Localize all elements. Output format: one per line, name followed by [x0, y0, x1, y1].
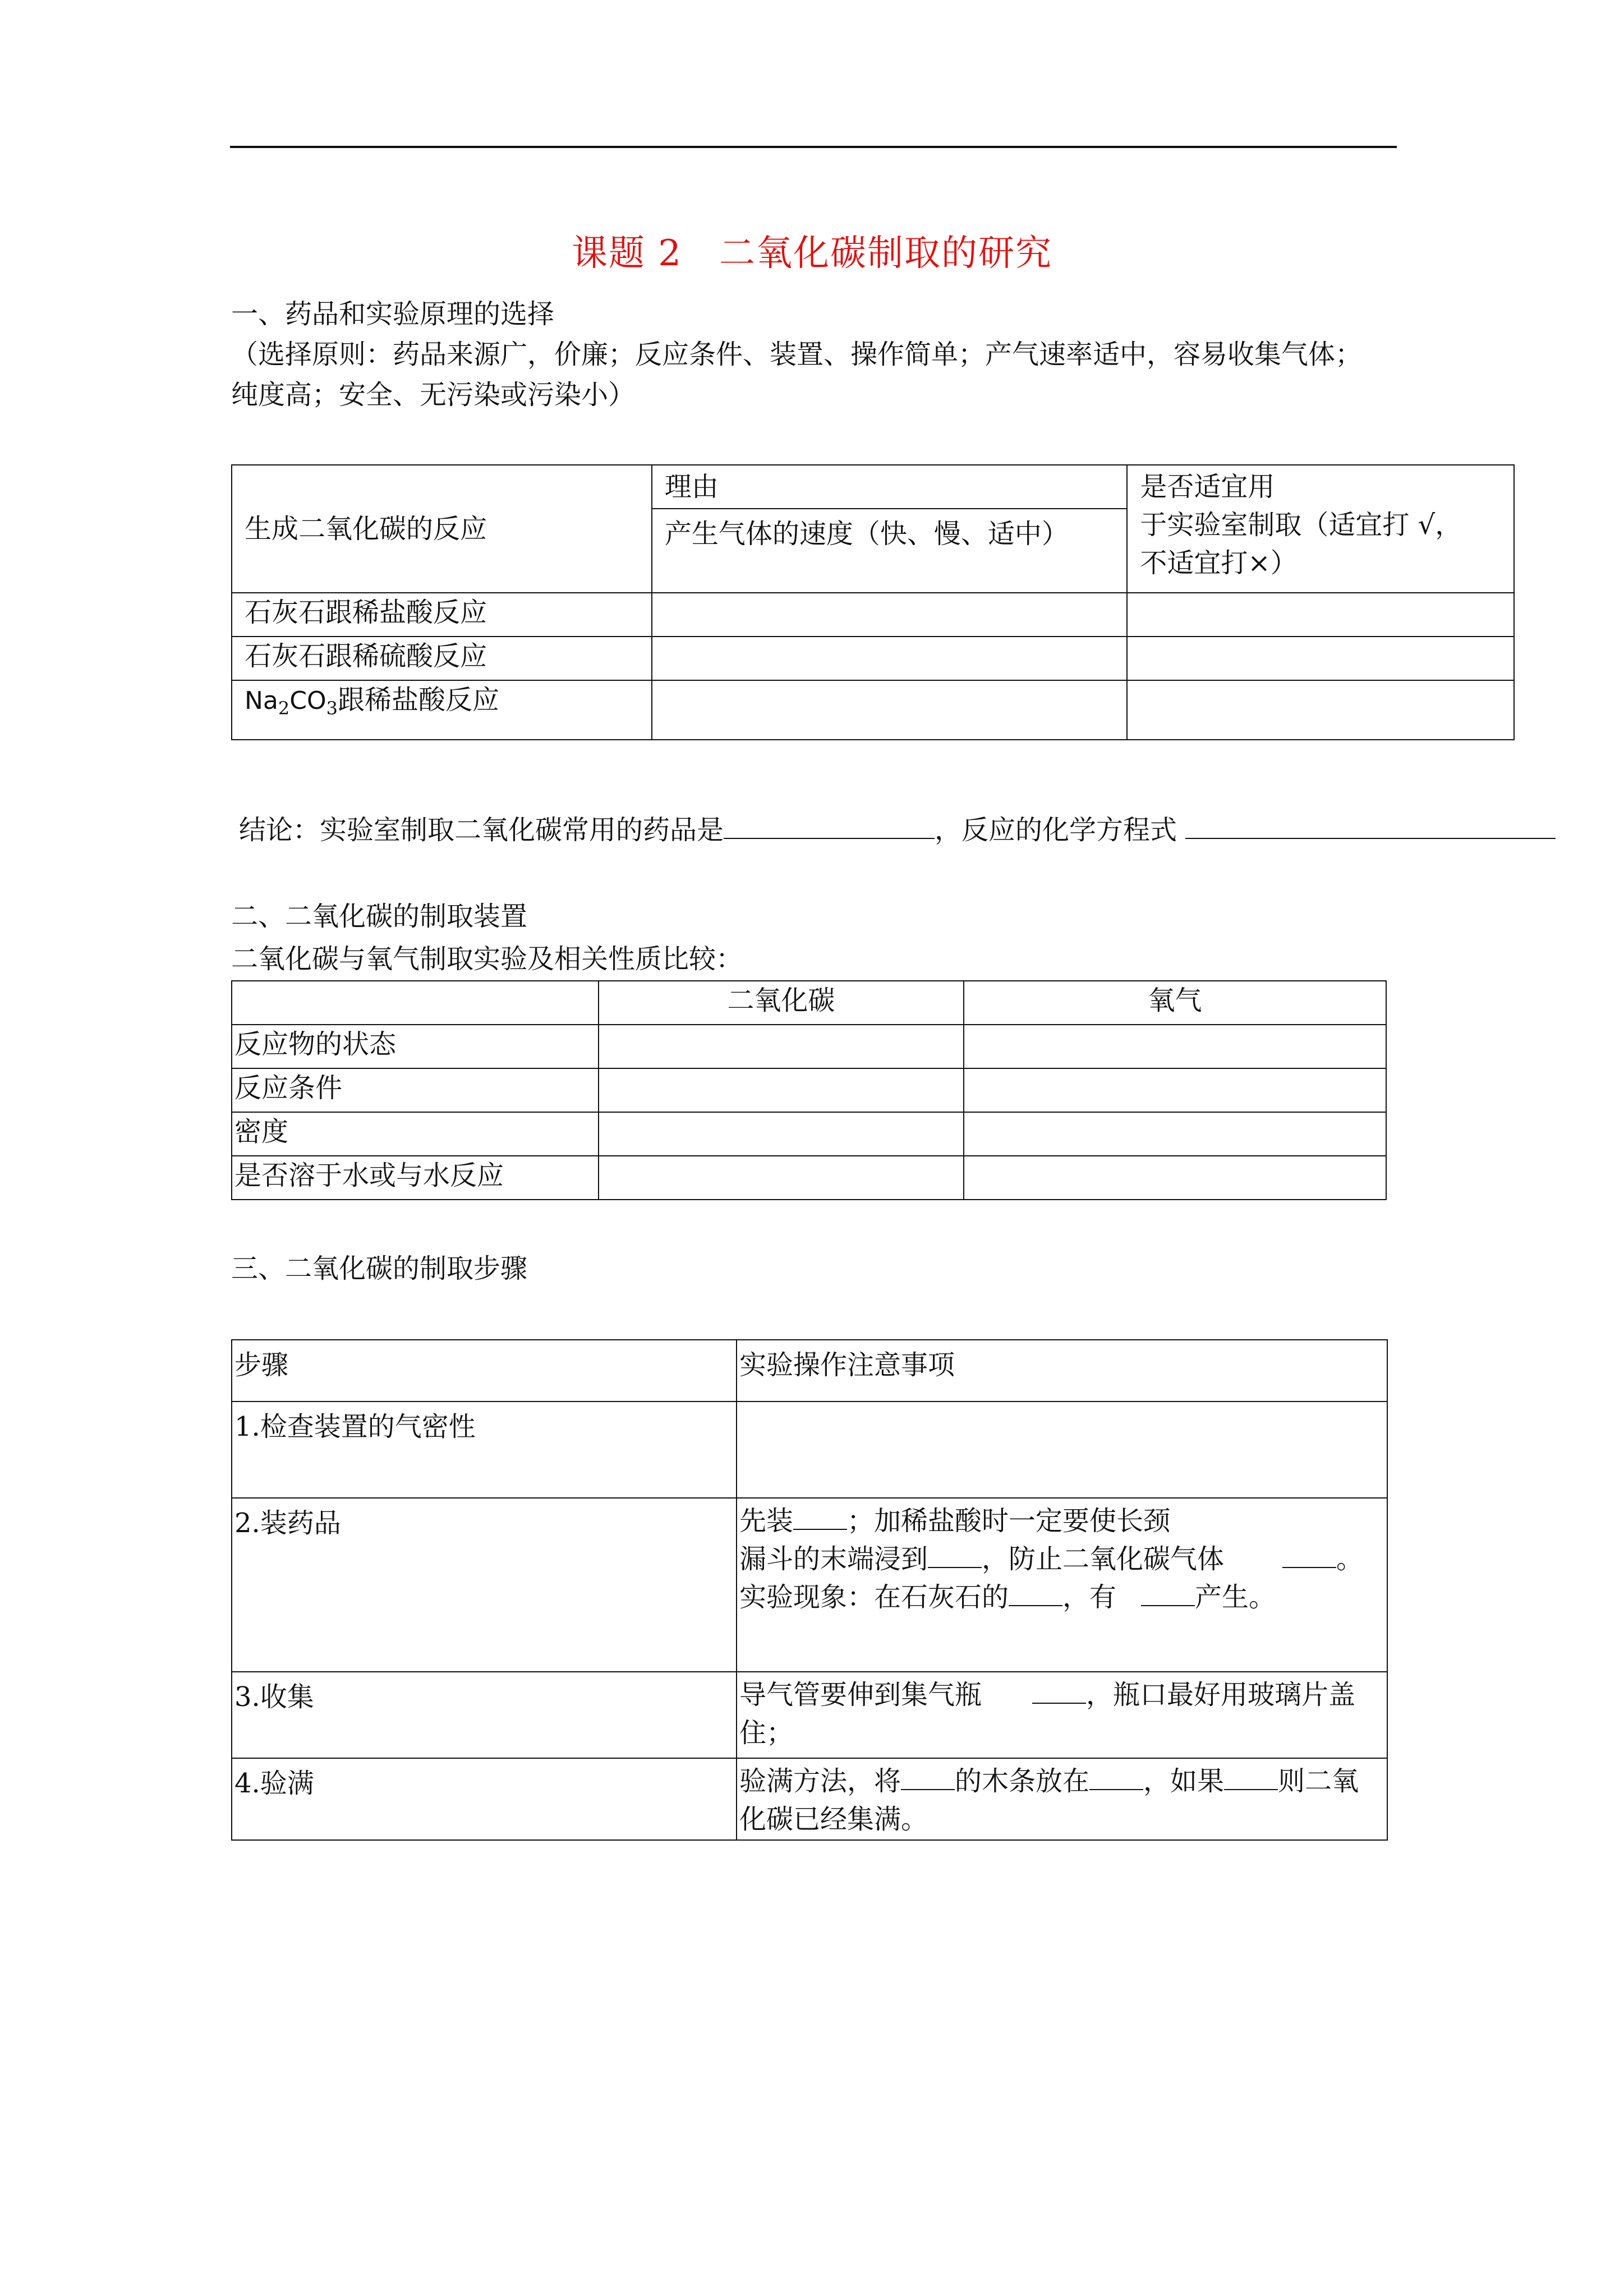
notes-load-reagents: 先装 ；加稀盐酸时一定要使长颈 漏斗的末端浸到 ，防止二氧化碳气体 。 实验现象：在石灰石的 ，有 产生。 [737, 1498, 1387, 1672]
col-reason-header: 理由 [652, 465, 1128, 509]
cell-blank [1127, 637, 1514, 680]
co2-o2-comparison-table [231, 980, 1387, 1200]
fill-blank[interactable] [1141, 1578, 1195, 1606]
fill-blank[interactable] [1009, 1578, 1062, 1606]
equation-blank[interactable] [1185, 811, 1556, 839]
row-reaction-condition: 反应条件 [232, 1068, 599, 1112]
header-notes: 实验操作注意事项 [737, 1340, 1387, 1401]
principle-line1: （选择原则：药品来源广，价廉；反应条件、装置、操作简单；产气速率适中，容易收集气体； [231, 339, 1363, 370]
fill-blank[interactable] [1089, 1762, 1143, 1790]
cell-blank [964, 1025, 1386, 1068]
fill-blank[interactable] [1032, 1676, 1086, 1704]
cell-blank [652, 637, 1128, 680]
col-reaction-header: 生成二氧化碳的反应 [232, 465, 652, 593]
step-check-full: 4.验满 [232, 1758, 737, 1840]
section1-heading: 一、药品和实验原理的选择 [231, 298, 555, 330]
col-suitable-header: 是否适宜用 于实验室制取（适宜打 √， 不适宜打×） [1127, 465, 1514, 593]
header-blank [232, 981, 599, 1025]
fill-blank[interactable] [1224, 1762, 1278, 1790]
col-speed-header: 产生气体的速度（快、慢、适中） [652, 509, 1128, 593]
fill-blank[interactable] [793, 1502, 847, 1530]
cell-blank [1127, 680, 1514, 740]
header-o2: 氧气 [964, 981, 1386, 1025]
section2-heading: 二、二氧化碳的制取装置 [231, 901, 528, 932]
cell-blank [964, 1156, 1386, 1200]
cell-blank [599, 1025, 964, 1068]
header-co2: 二氧化碳 [599, 981, 964, 1025]
fill-blank[interactable] [901, 1762, 955, 1790]
reaction-selection-table [231, 464, 1515, 740]
step-collect: 3.收集 [232, 1672, 737, 1758]
step-airtightness: 1.检查装置的气密性 [232, 1401, 737, 1498]
section3-heading: 三、二氧化碳的制取步骤 [231, 1253, 528, 1284]
cell-blank [599, 1068, 964, 1112]
header-step: 步骤 [232, 1340, 737, 1401]
drug-blank[interactable] [724, 811, 935, 839]
fill-blank[interactable] [1282, 1540, 1336, 1568]
row-limestone-hcl: 石灰石跟稀盐酸反应 [232, 593, 652, 637]
notes-collect: 导气管要伸到集气瓶 ，瓶口最好用玻璃片盖 住； [737, 1672, 1387, 1758]
cell-blank [1127, 593, 1514, 637]
cell-blank [964, 1068, 1386, 1112]
row-reactant-state: 反应物的状态 [232, 1025, 599, 1068]
cell-blank [964, 1112, 1386, 1156]
notes-check-full: 验满方法，将 的木条放在 ，如果 则二氧 化碳已经集满。 [737, 1758, 1387, 1840]
cell-blank [652, 593, 1128, 637]
page-title: 课题 2 二氧化碳制取的研究 [571, 233, 1053, 274]
section2-subheading: 二氧化碳与氧气制取实验及相关性质比较： [231, 943, 743, 975]
row-solubility: 是否溶于水或与水反应 [232, 1156, 599, 1200]
preparation-steps-table [231, 1339, 1388, 1841]
cell-blank [652, 680, 1128, 740]
cell-blank [737, 1401, 1387, 1498]
principle-line2: 纯度高；安全、无污染或污染小） [231, 379, 636, 411]
conclusion: 结论：实验室制取二氧化碳常用的药品是 ，反应的化学方程式 [239, 811, 1556, 849]
row-density: 密度 [232, 1112, 599, 1156]
cell-blank [599, 1156, 964, 1200]
cell-blank [599, 1112, 964, 1156]
fill-blank[interactable] [928, 1540, 982, 1568]
row-limestone-h2so4: 石灰石跟稀硫酸反应 [232, 637, 652, 680]
row-na2co3-hcl: $Na_2CO_3$跟稀盐酸反应 [232, 680, 652, 740]
header-rule [230, 146, 1397, 148]
step-load-reagents: 2.装药品 [232, 1498, 737, 1672]
